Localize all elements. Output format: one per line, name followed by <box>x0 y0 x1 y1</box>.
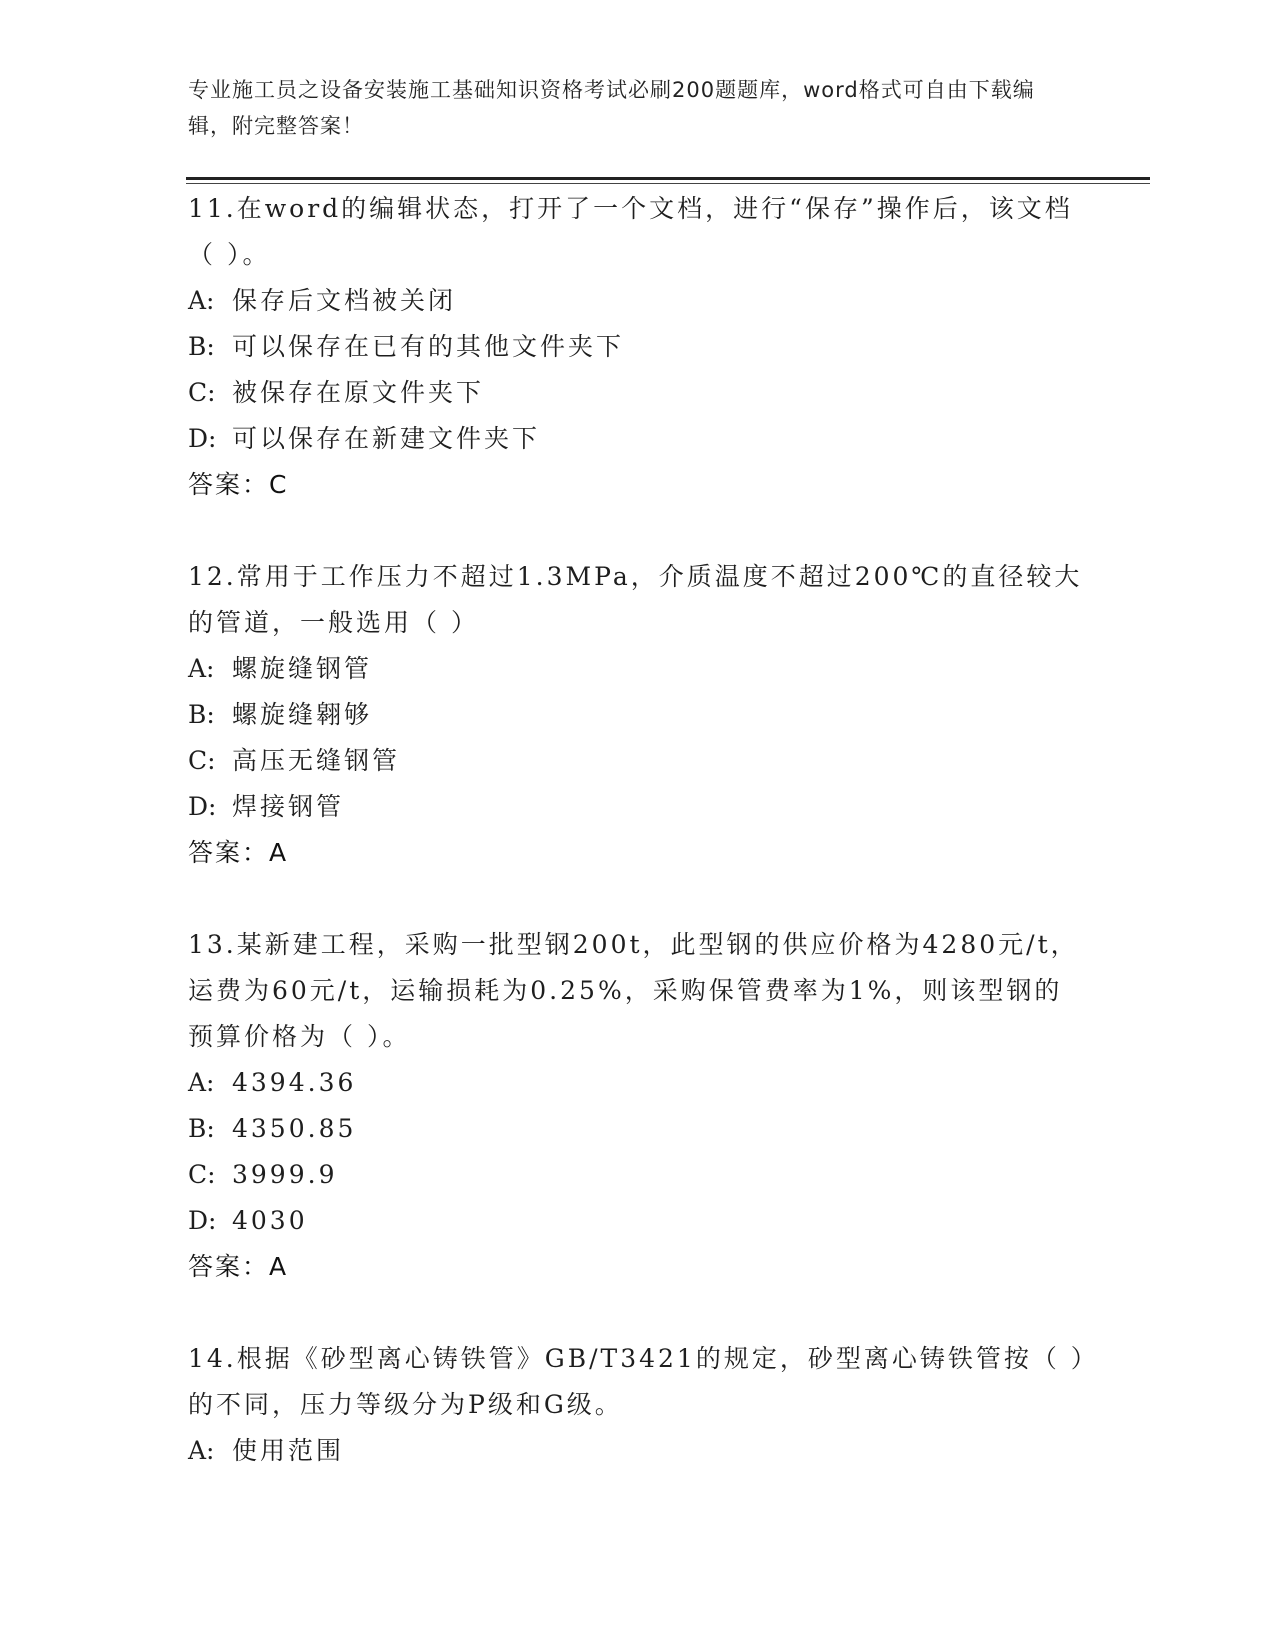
option-c <box>188 1152 1088 1198</box>
option-text: 螺旋缝翱够 <box>232 700 373 729</box>
option-letter: A: <box>188 1436 215 1465</box>
option-letter: D: <box>188 1206 217 1235</box>
option-text: 保存后文档被关闭 <box>232 286 457 315</box>
option-text: 焊接钢管 <box>232 792 345 821</box>
option-letter: A: <box>188 654 215 683</box>
document-header: 专业施工员之设备安装施工基础知识资格考试必刷200题题库，word格式可自由下载编辑，附完整答案！ <box>188 78 1035 138</box>
option-text: 可以保存在新建文件夹下 <box>232 424 541 453</box>
question-text: 13.某新建工程，采购一批型钢200t，此型钢的供应价格为4280元/t，运费为60元/t，运输损耗为0.25%，采购保管费率为1%，则该型钢的预算价格为（ ）。 <box>188 930 1079 1051</box>
question-text: 11.在word的编辑状态，打开了一个文档，进行“保存”操作后，该文档（ ）。 <box>188 194 1073 269</box>
option-letter: C: <box>188 1160 216 1189</box>
option-a <box>188 1060 1088 1106</box>
header-rule-thick <box>186 177 1150 180</box>
option-text: 使用范围 <box>232 1436 345 1465</box>
option-text: 3999.9 <box>232 1160 338 1189</box>
option-b <box>188 1106 1088 1152</box>
option-d <box>188 1198 1088 1244</box>
option-b <box>188 324 1088 370</box>
option-text: 4030 <box>232 1206 308 1235</box>
option-letter: B: <box>188 700 215 729</box>
answer-line: 答案：A <box>188 1252 289 1281</box>
option-text: 4394.36 <box>232 1068 357 1097</box>
option-letter: C: <box>188 378 216 407</box>
question-13 <box>188 922 1088 1290</box>
option-text: 被保存在原文件夹下 <box>232 378 485 407</box>
option-letter: D: <box>188 792 217 821</box>
question-spacer <box>188 876 1088 922</box>
option-letter: A: <box>188 286 215 315</box>
question-12 <box>188 554 1088 876</box>
option-text: 可以保存在已有的其他文件夹下 <box>232 332 625 361</box>
option-c <box>188 370 1088 416</box>
answer-line: 答案：A <box>188 838 289 867</box>
question-text: 14.根据《砂型离心铸铁管》GB/T3421的规定，砂型离心铸铁管按（ ）的不同，压力等级分为P级和G级。 <box>188 1344 1087 1419</box>
option-letter: B: <box>188 332 215 361</box>
question-list <box>188 186 1088 1474</box>
option-d <box>188 784 1088 830</box>
option-d <box>188 416 1088 462</box>
option-a <box>188 1428 1088 1474</box>
option-letter: C: <box>188 746 216 775</box>
option-a <box>188 278 1088 324</box>
question-14 <box>188 1336 1088 1474</box>
option-text: 高压无缝钢管 <box>232 746 401 775</box>
option-c <box>188 738 1088 784</box>
answer-line: 答案：C <box>188 470 289 499</box>
question-text: 12.常用于工作压力不超过1.3MPa，介质温度不超过200℃的直径较大的管道，一般选用（ ） <box>188 562 1083 637</box>
question-11 <box>188 186 1088 508</box>
option-a <box>188 646 1088 692</box>
option-text: 螺旋缝钢管 <box>232 654 373 683</box>
option-b <box>188 692 1088 738</box>
header-rule-thin <box>186 183 1150 184</box>
question-spacer <box>188 508 1088 554</box>
option-text: 4350.85 <box>232 1114 357 1143</box>
option-letter: D: <box>188 424 217 453</box>
option-letter: B: <box>188 1114 215 1143</box>
question-spacer <box>188 1290 1088 1336</box>
option-letter: A: <box>188 1068 215 1097</box>
